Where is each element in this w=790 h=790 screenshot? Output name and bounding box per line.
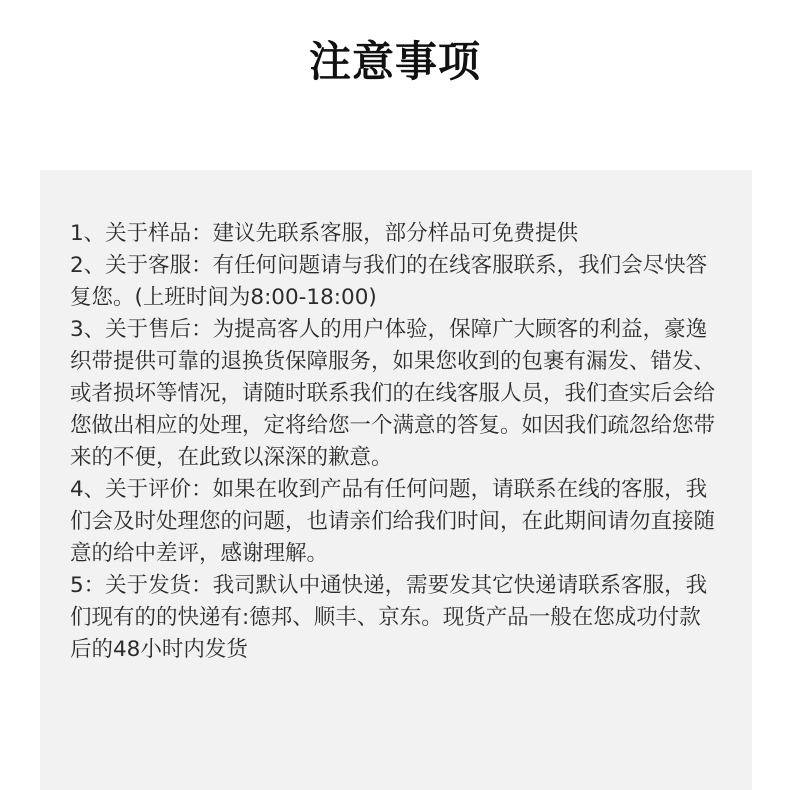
notice-shipping: 5：关于发货：我司默认中通快递，需要发其它快递请联系客服，我们现有的的快递有:德邦、顺丰、京东。现货产品一般在您成功付款后的48小时内发货 xyxy=(70,573,708,662)
notice-sample: 1、关于样品：建议先联系客服，部分样品可免费提供 xyxy=(70,221,579,246)
notice-after-sales: 3、关于售后：为提高客人的用户体验，保障广大顾客的利益，豪逸织带提供可靠的退换货保障服务，如果您收到的包裹有漏发、错发、或者损坏等情况，请随时联系我们的在线客服人员，我们查实后会给您做出相应的处理，定将给您一个满意的答复。如因我们疏忽给您带来的不便，在此致以深深的歉意。 xyxy=(70,317,716,470)
notice-customer-service: 2、关于客服：有任何问题请与我们的在线客服联系，我们会尽快答复您。(上班时间为8:00-18:00) xyxy=(70,253,708,310)
page-title: 注意事项 xyxy=(308,37,481,86)
notice-panel xyxy=(40,170,752,790)
notice-reviews: 4、关于评价：如果在收到产品有任何问题，请联系在线的客服，我们会及时处理您的问题，也请亲们给我们时间，在此期间请勿直接随意的给中差评，感谢理解。 xyxy=(70,477,716,566)
